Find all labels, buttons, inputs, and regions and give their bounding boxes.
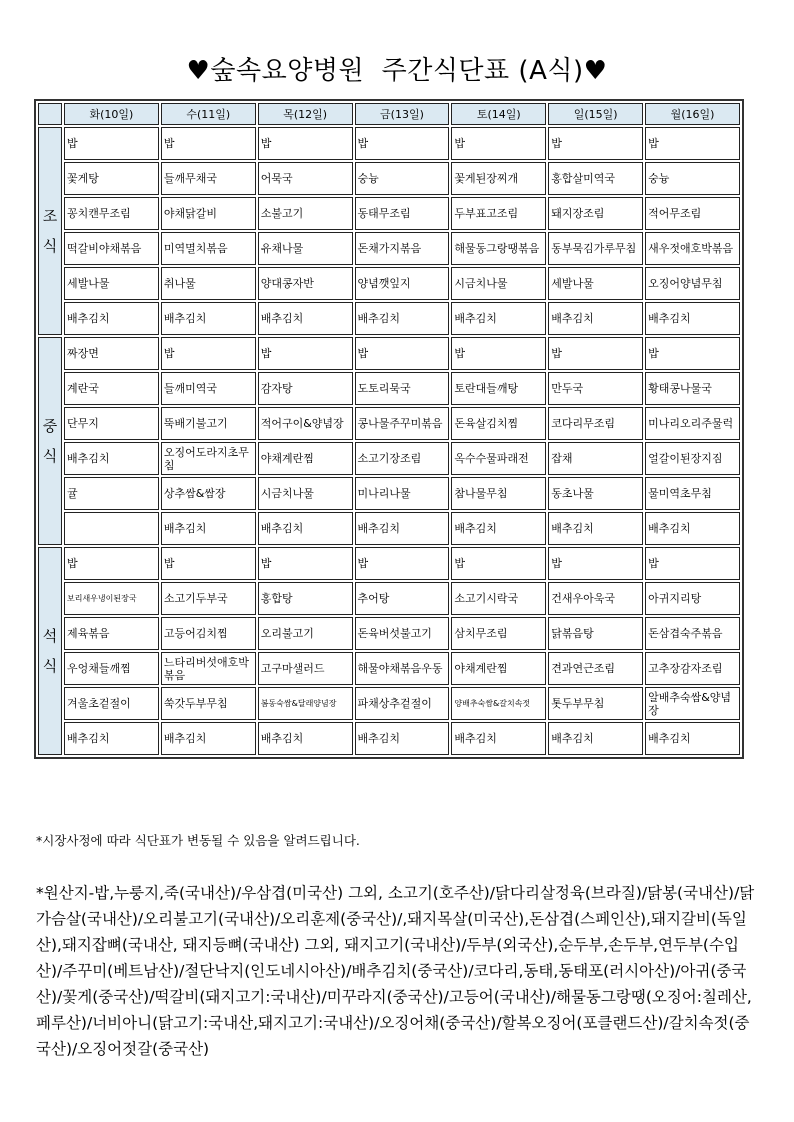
menu-cell: 밥: [451, 127, 546, 160]
menu-cell: 아귀지리탕: [645, 582, 740, 615]
menu-cell: 해물동그랑땡볶음: [451, 232, 546, 265]
menu-cell: 적어무조림: [645, 197, 740, 230]
menu-cell: 쑥갓두부무침: [161, 687, 256, 720]
origin-info: *원산지-밥,누룽지,죽(국내산)/우삼겹(미국산) 그외, 소고기(호주산)/닭다리살정육(브라질)/닭봉(국내산)/닭가슴살(국내산)/오리불고기(국내산)/오리훈제(중국산)/,돼지목살(미국산),돈삼겹(스페인산),돼지갈비(독일산),돼지잡뼈(국내산, 돼지등뼈(국내산) 그외, 돼지고기(국내산)/두부(외국산),순두부,손두부,연두부(수입산)/주꾸미(베트남산)/절단낙지(인도네시아산)/배추김치(중국산)/코다리,동태,동태포(러시아산)/아귀(중국산)/꽃게(중국산)/떡갈비(돼지고기:국내산)/미꾸라지(중국산)/고등어(국내산)/해물동그랑땡(오징어:칠레산,페루산)/너비아니(닭고기:국내산,돼지고기:국내산)/오징어채(중국산)/할복오징어(포클랜드산)/갈치속젓(중국산)/오징어젓갈(중국산): [36, 884, 755, 1058]
menu-row: [38, 652, 740, 685]
menu-cell: 오리불고기: [258, 617, 353, 650]
menu-row: [38, 722, 740, 755]
menu-cell: 홍합살미역국: [548, 162, 643, 195]
menu-cell: 배추김치: [64, 302, 159, 335]
corner-cell: [38, 103, 62, 125]
menu-cell: 야채닭갈비: [161, 197, 256, 230]
menu-cell: 양대콩자반: [258, 267, 353, 300]
menu-cell: 밥: [64, 547, 159, 580]
menu-row: [38, 127, 740, 160]
notice-text: *시장사정에 따라 식단표가 변동될 수 있음을 알려드립니다.: [36, 833, 360, 848]
menu-cell: 세발나물: [64, 267, 159, 300]
menu-cell: 닭볶음탕: [548, 617, 643, 650]
menu-cell: 배추김치: [161, 302, 256, 335]
menu-cell: 얼갈이된장지짐: [645, 442, 740, 475]
menu-cell: 옥수수물파래전: [451, 442, 546, 475]
menu-cell: 들깨미역국: [161, 372, 256, 405]
menu-cell: 고구마샐러드: [258, 652, 353, 685]
menu-cell: 밥: [451, 337, 546, 370]
menu-cell: 짜장면: [64, 337, 159, 370]
menu-cell: 느타리버섯애호박볶음: [161, 652, 256, 685]
menu-cell: 취나물: [161, 267, 256, 300]
menu-row: [38, 302, 740, 335]
menu-cell: 양배추숙쌈&갈치속젓: [451, 687, 546, 720]
day-header-row: [38, 103, 740, 125]
menu-cell: 배추김치: [645, 512, 740, 545]
menu-cell: 감자탕: [258, 372, 353, 405]
menu-cell: 돈육버섯불고기: [355, 617, 450, 650]
menu-row: [38, 407, 740, 440]
menu-cell: 삼치무조림: [451, 617, 546, 650]
menu-cell: 꽃게된장찌개: [451, 162, 546, 195]
day-header: 금(13일): [355, 103, 450, 125]
menu-cell: 홍합탕: [258, 582, 353, 615]
menu-cell: 배추김치: [355, 722, 450, 755]
menu-cell: 배추김치: [548, 722, 643, 755]
menu-cell: 배추김치: [645, 302, 740, 335]
menu-cell: 밥: [548, 127, 643, 160]
heart-icon: ♥: [583, 56, 608, 86]
menu-cell: 해물야채볶음우동: [355, 652, 450, 685]
menu-cell: 배추김치: [548, 302, 643, 335]
menu-cell: 밥: [645, 127, 740, 160]
menu-row: [38, 197, 740, 230]
menu-cell: 배추김치: [161, 512, 256, 545]
menu-cell: 뚝배기불고기: [161, 407, 256, 440]
menu-cell: 물미역초무침: [645, 477, 740, 510]
menu-cell: 파채상추겉절이: [355, 687, 450, 720]
menu-row: [38, 162, 740, 195]
menu-row: [38, 442, 740, 475]
menu-cell: 알배추숙쌈&양념장: [645, 687, 740, 720]
meal-label: [38, 127, 62, 335]
menu-cell: 시금치나물: [451, 267, 546, 300]
menu-cell: 배추김치: [161, 722, 256, 755]
menu-cell: 두부표고조림: [451, 197, 546, 230]
menu-cell: 배추김치: [258, 722, 353, 755]
menu-cell: 오징어도라지초무침: [161, 442, 256, 475]
meal-label-char: 식: [42, 237, 58, 255]
menu-cell: 밥: [161, 547, 256, 580]
menu-cell: 밥: [355, 337, 450, 370]
menu-cell: 돈육살김치찜: [451, 407, 546, 440]
menu-cell: 밥: [645, 547, 740, 580]
menu-cell: 시금치나물: [258, 477, 353, 510]
day-header: 수(11일): [161, 103, 256, 125]
menu-cell: 소고기장조림: [355, 442, 450, 475]
weekly-menu-table: [34, 99, 744, 759]
menu-cell: 고등어김치찜: [161, 617, 256, 650]
menu-cell: 배추김치: [258, 302, 353, 335]
menu-cell: 배추김치: [451, 302, 546, 335]
menu-cell: 양념깻잎지: [355, 267, 450, 300]
menu-cell: 추어탕: [355, 582, 450, 615]
menu-cell: 숭늉: [355, 162, 450, 195]
menu-cell: 밥: [355, 127, 450, 160]
menu-cell: 들깨무채국: [161, 162, 256, 195]
menu-cell: 미나리오리주물럭: [645, 407, 740, 440]
menu-cell: 돈삼겹숙주볶음: [645, 617, 740, 650]
menu-cell: 오징어양념무침: [645, 267, 740, 300]
menu-cell: 미나리나물: [355, 477, 450, 510]
menu-cell: 밥: [548, 337, 643, 370]
menu-row: [38, 547, 740, 580]
menu-cell: 고추장감자조림: [645, 652, 740, 685]
menu-cell: 배추김치: [258, 512, 353, 545]
menu-cell: 밥: [64, 127, 159, 160]
menu-cell: 배추김치: [355, 302, 450, 335]
menu-cell: 배추김치: [645, 722, 740, 755]
meal-label-char: 식: [42, 657, 58, 675]
menu-cell: 배추김치: [451, 722, 546, 755]
menu-cell: 단무지: [64, 407, 159, 440]
menu-row: [38, 337, 740, 370]
menu-row: [38, 582, 740, 615]
menu-cell: 떡갈비야채볶음: [64, 232, 159, 265]
menu-cell: 참나물무침: [451, 477, 546, 510]
menu-row: [38, 372, 740, 405]
meal-label: [38, 337, 62, 545]
menu-cell: 겨울초겉절이: [64, 687, 159, 720]
menu-cell: 밥: [645, 337, 740, 370]
menu-cell: 밥: [548, 547, 643, 580]
meal-label-char: 식: [42, 447, 58, 465]
menu-cell: 톳두부무침: [548, 687, 643, 720]
menu-cell: 밥: [451, 547, 546, 580]
menu-cell: 배추김치: [548, 512, 643, 545]
meal-label-char: 석: [42, 627, 58, 645]
menu-row: [38, 232, 740, 265]
menu-cell: 야채계란찜: [451, 652, 546, 685]
menu-cell: 귤: [64, 477, 159, 510]
menu-cell: 돼지장조림: [548, 197, 643, 230]
menu-cell: 배추김치: [451, 512, 546, 545]
menu-cell: 밥: [258, 547, 353, 580]
menu-cell: 콩나물주꾸미볶음: [355, 407, 450, 440]
menu-cell: 소고기시락국: [451, 582, 546, 615]
menu-cell: 제육볶음: [64, 617, 159, 650]
menu-row: [38, 512, 740, 545]
menu-cell: 적어구이&양념장: [258, 407, 353, 440]
menu-cell: 잡채: [548, 442, 643, 475]
menu-cell: 야채계란찜: [258, 442, 353, 475]
menu-cell: 우엉채들깨찜: [64, 652, 159, 685]
menu-cell: 미역멸치볶음: [161, 232, 256, 265]
menu-cell: 코다리무조림: [548, 407, 643, 440]
menu-cell: 견과연근조림: [548, 652, 643, 685]
menu-cell: 밥: [258, 127, 353, 160]
menu-cell: 돈채가지볶음: [355, 232, 450, 265]
menu-cell: 배추김치: [355, 512, 450, 545]
menu-cell: 소불고기: [258, 197, 353, 230]
menu-cell: 숭늉: [645, 162, 740, 195]
menu-cell: 황태콩나물국: [645, 372, 740, 405]
page-title: [0, 50, 794, 87]
menu-cell: 밥: [161, 337, 256, 370]
menu-row: [38, 617, 740, 650]
day-header: 토(14일): [451, 103, 546, 125]
menu-cell: 소고기두부국: [161, 582, 256, 615]
meal-label-char: 조: [42, 207, 58, 225]
menu-cell: 동부묵김가루무침: [548, 232, 643, 265]
menu-cell: 만두국: [548, 372, 643, 405]
menu-cell: 배추김치: [64, 442, 159, 475]
menu-cell: 도토리묵국: [355, 372, 450, 405]
menu-cell: 세발나물: [548, 267, 643, 300]
day-header: 화(10일): [64, 103, 159, 125]
menu-row: [38, 687, 740, 720]
menu-row: [38, 477, 740, 510]
meal-label: [38, 547, 62, 755]
title-text: 숲속요양병원 주간식단표 (A식): [210, 56, 584, 86]
menu-cell: 유채나물: [258, 232, 353, 265]
menu-cell: 보리새우냉이된장국: [64, 582, 159, 615]
menu-cell: [64, 512, 159, 545]
heart-icon: ♥: [186, 56, 211, 86]
meal-label-char: 중: [42, 417, 58, 435]
menu-cell: 봄동숙쌈&달래양념장: [258, 687, 353, 720]
menu-cell: 동초나물: [548, 477, 643, 510]
menu-cell: 토란대들깨탕: [451, 372, 546, 405]
menu-cell: 새우젓애호박볶음: [645, 232, 740, 265]
day-header: 일(15일): [548, 103, 643, 125]
menu-cell: 밥: [161, 127, 256, 160]
menu-cell: 동태무조림: [355, 197, 450, 230]
menu-cell: 건새우아욱국: [548, 582, 643, 615]
menu-row: [38, 267, 740, 300]
menu-cell: 상추쌈&쌈장: [161, 477, 256, 510]
menu-cell: 꽃게탕: [64, 162, 159, 195]
menu-cell: 어묵국: [258, 162, 353, 195]
day-header: 월(16일): [645, 103, 740, 125]
menu-cell: 계란국: [64, 372, 159, 405]
menu-cell: 밥: [355, 547, 450, 580]
menu-cell: 배추김치: [64, 722, 159, 755]
menu-cell: 밥: [258, 337, 353, 370]
day-header: 목(12일): [258, 103, 353, 125]
menu-cell: 꽁치캔무조림: [64, 197, 159, 230]
